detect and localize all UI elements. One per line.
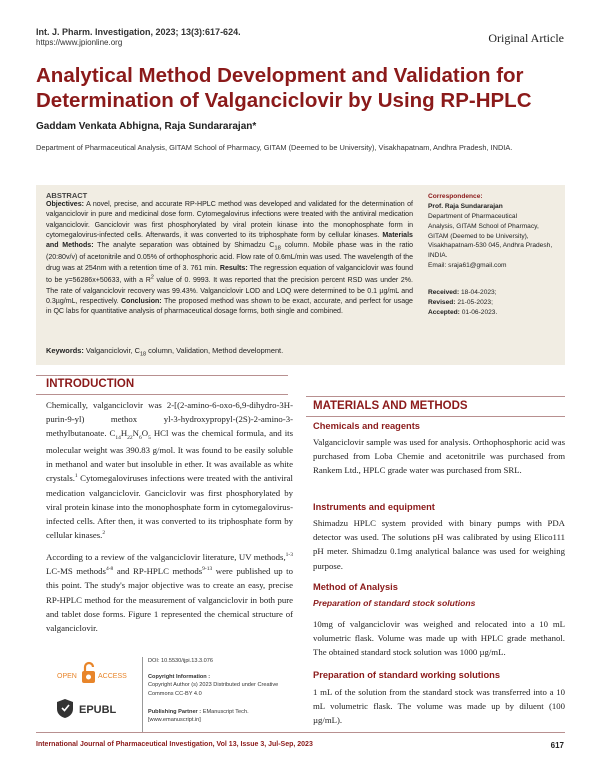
affiliation: Department of Pharmaceutical Analysis, GITAM School of Pharmacy, GITAM (Deemed to be University), Visakhapatnam, Andhra Pradesh, INDIA. bbox=[36, 143, 513, 152]
chemicals-text: Valganciclovir sample was used for analysis. Orthophosphoric acid was purchased from Loba Chemie and acetonitrile was purchased from Rankem Ltd., HPLC grade water was purchased from SRL. bbox=[313, 437, 565, 476]
results-text: The regression equation of valganciclovir was found to be y=56286x+50633, with a $R^2$ value of 0. 9993. It was reported that the precision percent RSD was under 2%. The rate of valganciclovir recovery was 99.43%. Valganciclovir LOD and LOQ were determined to be 0.1 µg/mL and 0.3µg/mL, respectively. bbox=[46, 264, 414, 306]
svg-text:ACCESS: ACCESS bbox=[98, 673, 127, 680]
abstract-heading: ABSTRACT bbox=[46, 191, 88, 200]
open-access-text: OPEN bbox=[57, 673, 77, 680]
publication-info bbox=[142, 657, 292, 725]
correspondence-line: Analysis, GITAM School of Pharmacy, bbox=[428, 222, 539, 230]
conclusion-text: The proposed method was shown to be exact, accurate, and perfect for usage in QC labs for quantitative analysis of pharmaceutical dosage forms, both single and combined. bbox=[46, 298, 413, 316]
svg-text:EPUBL: EPUBL bbox=[79, 704, 117, 716]
correspondence-panel bbox=[428, 192, 568, 318]
abstract-text bbox=[46, 200, 413, 318]
revised-date: Revised: 21-05-2023; bbox=[428, 299, 493, 307]
copyright-label: Copyright Information : bbox=[148, 673, 211, 680]
intro-paragraph-1: Chemically, valganciclovir was 2-[(2-amino-6-oxo-6,9-dihydro-3H-purin-9-yl) methox yl-3-hydroxypropyl-(2S)-2-amino-3-methylbutanoate. $C_{14}H_{22}N_6O_5$ HCl was the chemical formula, and its molecular weight was 390.83 g/mol. It was found to be easily soluble in methanol and water but insoluble in ether. It was available as white crystals.$^1$ Cytomegaloviruses infections were treated with the antiviral medication valganciclovir. Ganciclovir was first phosphorylated by viral protein kinase into the monophosphate form in cytomegalovirus-infected cells. After then, it was converted to its triphosphate form by cellular kinases.$^2$ bbox=[46, 400, 294, 541]
article-type: Original Article bbox=[488, 31, 564, 45]
doi[interactable]: DOI: 10.5530/ijpi.13.3.076 bbox=[148, 658, 213, 664]
objectives-label: Objectives: bbox=[46, 201, 84, 208]
open-access-logo bbox=[57, 661, 131, 692]
keywords: Keywords: Valganciclovir, $C_{18}$ column, Validation, Method development. bbox=[46, 346, 284, 358]
copyright-text: Copyright Author (s) 2023 Distributed under Creative Commons CC-BY 4.0 bbox=[148, 682, 279, 697]
instruments-heading: Instruments and equipment bbox=[313, 502, 435, 512]
intro-paragraph-2: According to a review of the valganciclovir literature, UV methods,$^{1-3}$ LC-MS methods$^{4-8}$ and RP-HPLC methods$^{9-13}$ were published up to this point. The study's major objective was to create an easy, precise RP-HPLC method for the measurement of valganciclovir in both pure and tablet dose forms. Figure 1 represented the chemical structure of valganciclovir. bbox=[46, 552, 293, 633]
footer-rule bbox=[36, 732, 565, 733]
keywords-label: Keywords: bbox=[46, 346, 84, 355]
correspondence-line: GITAM (Deemed to be University), bbox=[428, 232, 529, 240]
intro-rule bbox=[36, 375, 288, 376]
received-date: Received: 18-04-2023; bbox=[428, 289, 497, 297]
stock-text: 10mg of valganciclovir was weighed and relocated into a 10 mL volumetric flask. Volume was made up with HPLC grade methanol. The obtained standard stock solution was 1000 µg/mL. bbox=[313, 619, 565, 658]
footer-journal: International Journal of Pharmaceutical Investigation, Vol 13, Issue 3, Jul-Sep, 2023 bbox=[36, 741, 313, 748]
method-heading: Method of Analysis bbox=[313, 582, 398, 592]
instruments-text: Shimadzu HPLC system provided with binary pumps with PDA detector was used. The solutions pH was calibrated by using Elico111 pH meter. Shimadzu 0.1mg analytical balance was used for weighing purpose. bbox=[313, 518, 565, 571]
correspondence-line: Department of Pharmaceutical bbox=[428, 212, 518, 220]
author-list: Gaddam Venkata Abhigna, Raja Sundararajan* bbox=[36, 121, 257, 132]
journal-citation: Int. J. Pharm. Investigation, 2023; 13(3):617-624. bbox=[36, 27, 241, 37]
conclusion-label: Conclusion: bbox=[120, 298, 162, 306]
accepted-date: Accepted: 01-06-2023. bbox=[428, 308, 498, 316]
publisher-text: EManuscript Tech. [www.emanuscript.in] bbox=[148, 708, 249, 724]
journal-url[interactable]: https://www.jpionline.org bbox=[36, 38, 123, 47]
methods-text: The analyte separation was obtained by Shimadzu $C_{18}$ column. Mobile phase was in the ratio (20:80v/v) of acetonitrile and 0.05% of orthophosphoric acid. Flow rate of 0.6mL/min was used. The wavelength of the drug was at 254nm with a retention time of 3. 761 min. bbox=[46, 242, 413, 272]
materials-rule bbox=[306, 396, 565, 397]
methods-label: Materials and Methods: bbox=[46, 232, 413, 250]
stock-heading: Preparation of standard stock solutions bbox=[313, 598, 476, 608]
introduction-heading: INTRODUCTION bbox=[46, 378, 135, 390]
materials-heading: MATERIALS AND METHODS bbox=[313, 400, 468, 412]
objectives-text: A novel, precise, and accurate RP-HPLC method was developed and validated for the determination of valganciclovir in pure and medicinal dose form. Cytomegalovirus infections were treated with the antiviral medication valganciclovir. Ganciclovir was first phosphorylated by viral protein kinase into the monophosphate form in cytomegalovirus-infected cells. Afterwards, it was converted to its triphosphate form by cellular kinases. bbox=[46, 201, 413, 240]
working-text: 1 mL of the solution from the standard stock was transferred into a 10 mL volumetric flask. The volume was made up by diluent (100 µg/mL). bbox=[313, 687, 565, 726]
correspondence-line: Visakhapatnam-530 045, Andhra Pradesh, bbox=[428, 242, 553, 250]
materials-rule-bottom bbox=[306, 416, 565, 417]
correspondence-email[interactable]: Email: sraja61@gmail.com bbox=[428, 262, 507, 270]
chemicals-heading: Chemicals and reagents bbox=[313, 421, 420, 431]
results-label: Results: bbox=[219, 264, 248, 272]
paper-title: Analytical Method Development and Validation for Determination of Valganciclovir by Using RP-HPLC bbox=[36, 64, 532, 112]
epubl-shield-icon bbox=[57, 697, 137, 719]
epubl-logo bbox=[57, 697, 137, 724]
correspondence-name: Prof. Raja Sundararajan bbox=[428, 202, 503, 210]
page-number: 617 bbox=[550, 741, 564, 750]
publisher-label: Publishing Partner : bbox=[148, 708, 202, 715]
correspondence-line: INDIA. bbox=[428, 252, 448, 260]
working-heading: Preparation of standard working solutions bbox=[313, 670, 500, 680]
correspondence-heading: Correspondence: bbox=[428, 193, 483, 200]
intro-rule-bottom bbox=[36, 394, 288, 395]
open-access-lock-icon bbox=[57, 661, 131, 687]
